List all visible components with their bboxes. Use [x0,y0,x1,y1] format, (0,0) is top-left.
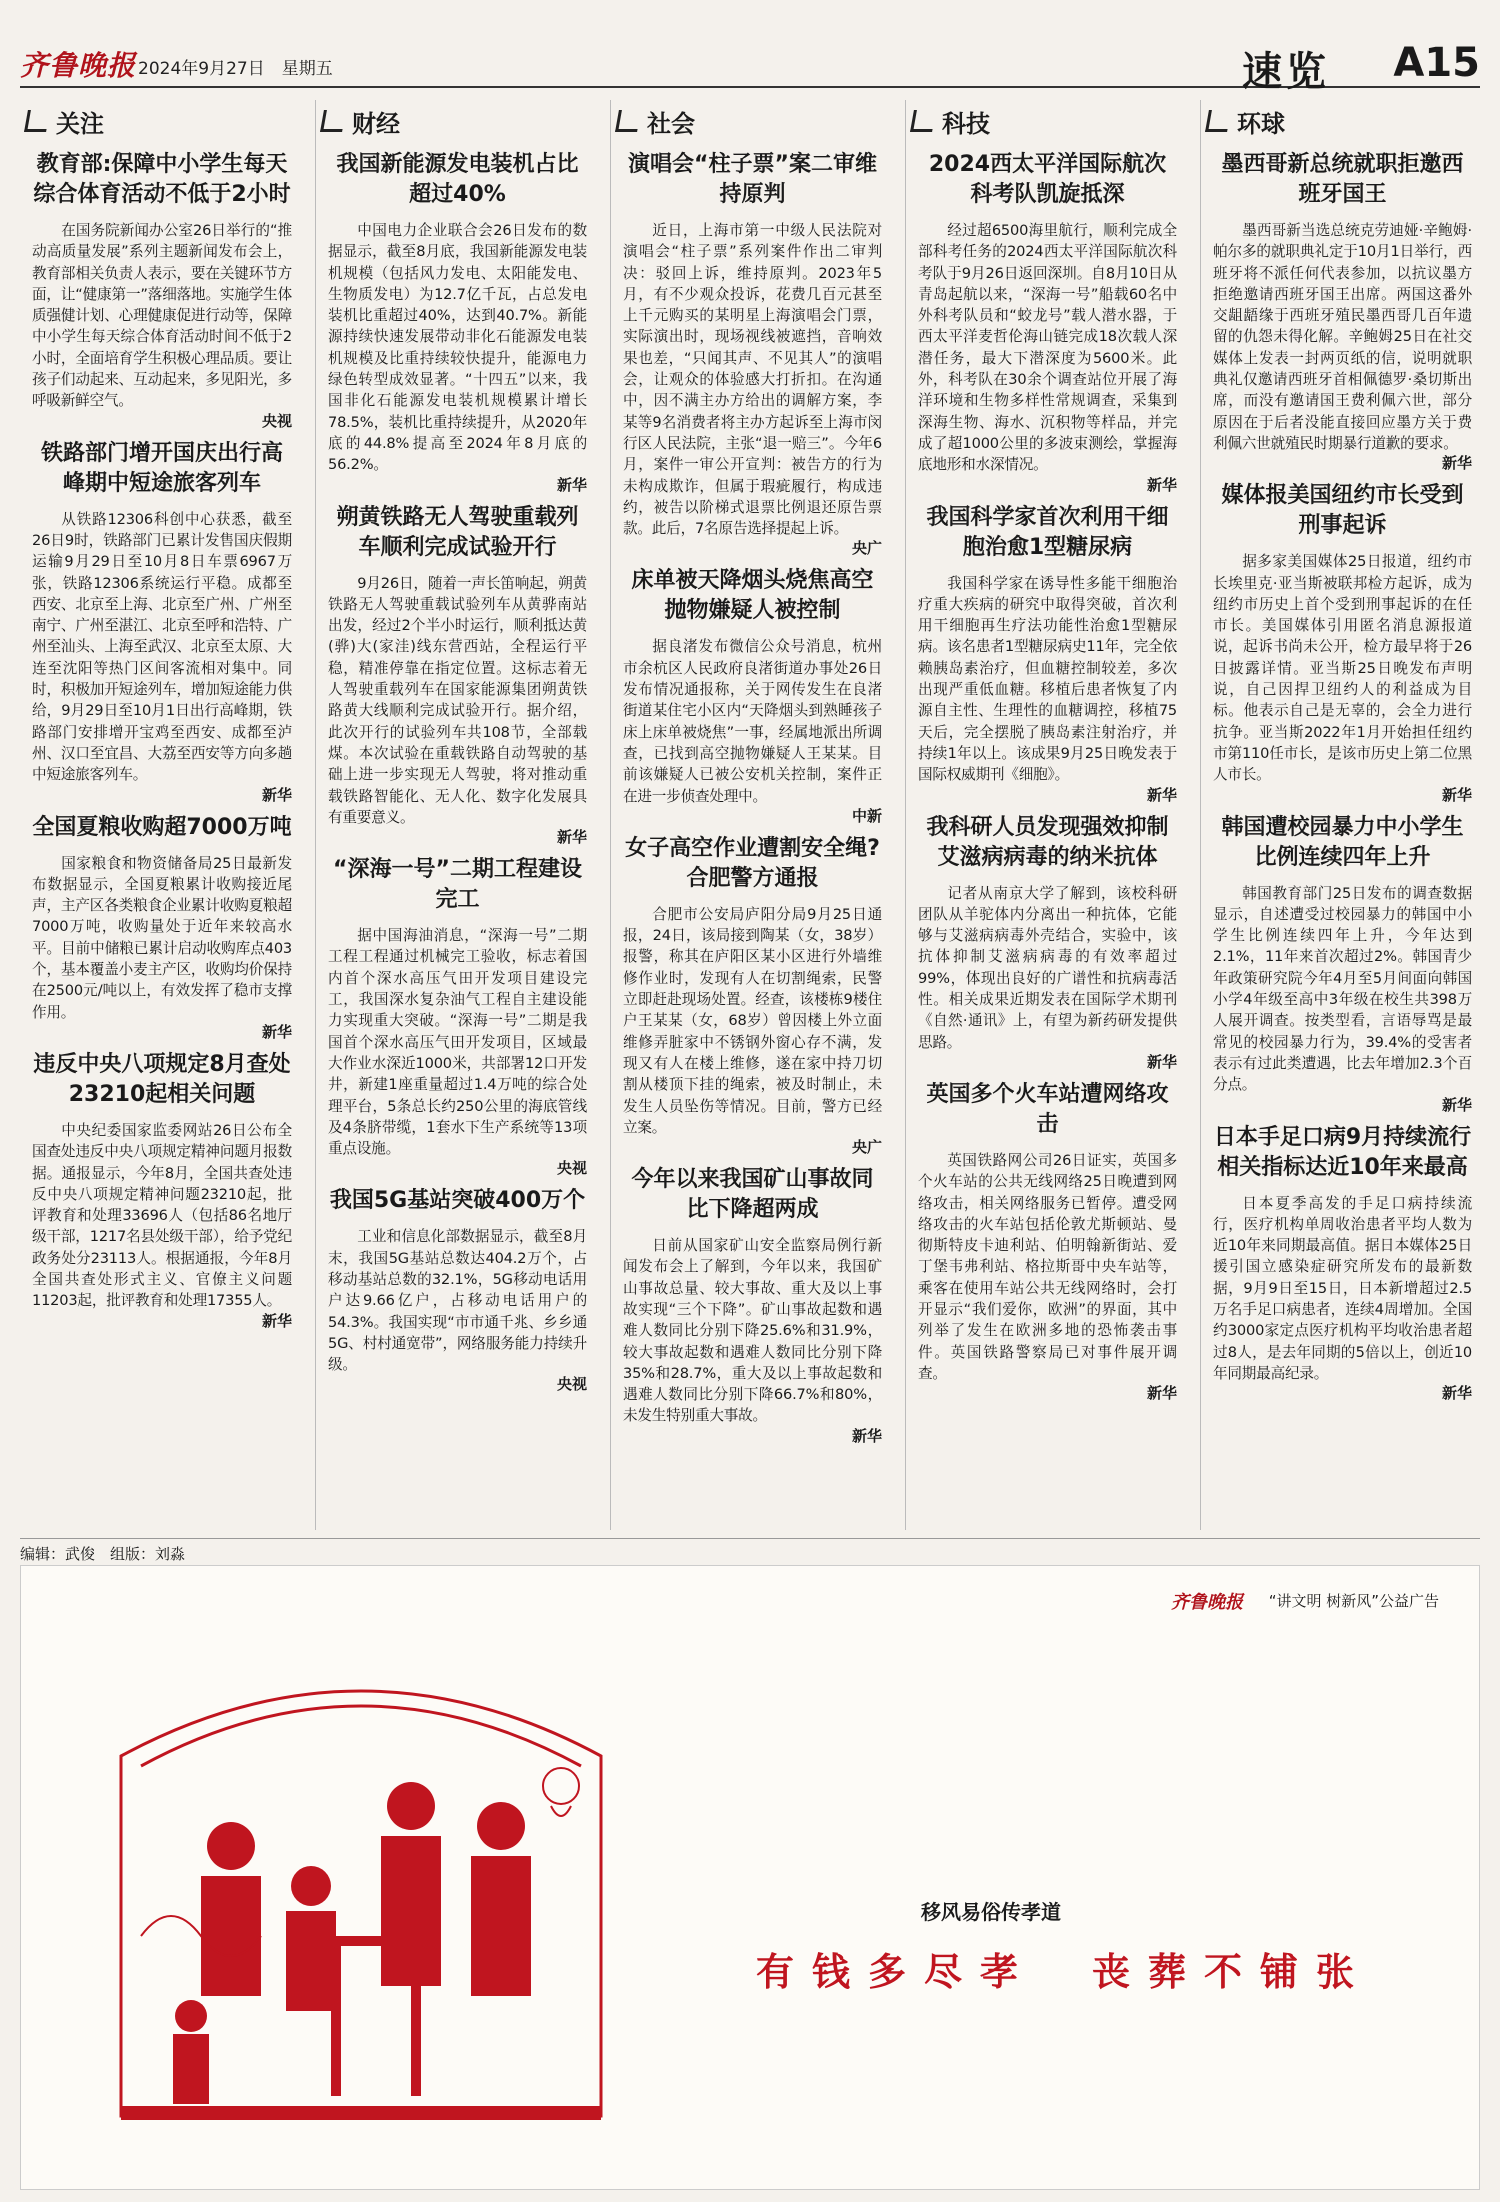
article [316,503,595,848]
article-title: 铁路部门增开国庆出行高峰期中短途旅客列车 [40,440,283,496]
article-source: 新华 [1146,475,1177,494]
article-body: 墨西哥新当选总统克劳迪娅·辛鲍姆·帕尔多的就职典礼定于10月1日举行，西班牙将不派任何代表参加，以抗议墨方拒绝邀请西班牙国王出席。两国这番外交龃龉缘于西班牙殖民墨西哥几百年遗留的仇怨未得化解。辛鲍姆25日在社交媒体上发表一封两页纸的信，说明就职典礼仅邀请西班牙首相佩德罗·桑切斯出席，而没有邀请国王费利佩六世，部分原因在于后者没能直接回应墨方关于费利佩六世就殖民时期暴行道歉的要求。 [1213,222,1472,452]
article-source: 新华 [261,1311,292,1330]
article-source: 央视 [556,1375,587,1394]
article-source: 中新 [851,806,882,825]
article-body: 韩国教育部门25日发布的调查数据显示，自述遭受过校园暴力的韩国中小学生比例连续四年上升，今年达到2.1%，11年来首次超过2%。韩国青少年政策研究院今年4月至5月间面向韩国小学4年级至高中3年级在校生共398万人展开调查。按类型看，言语辱骂是最常见的校园暴力行为，39.4%的受害者表示有过此类遭遇，比去年增加2.3个百分点。 [1213,884,1472,1094]
article-source: 新华 [261,1022,292,1041]
column-header [906,100,1185,142]
publication-date: 2024年9月27日 星期五 [138,59,333,79]
article [906,1080,1185,1403]
article-title: 我国5G基站突破400万个 [329,1188,586,1214]
article [1201,1123,1480,1404]
article-body: 工业和信息化部数据显示，截至8月末，我国5G基站总数达404.2万个，占移动基站总数的32.1%，5G移动电话用户达9.66亿户，占移动电话用户的54.3%。我国实现“市市通千兆、乡乡通5G、村村通宽带”，网络服务能力持续升级。 [328,1228,587,1374]
article-title: 教育部:保障中小学生每天综合体育活动不低于2小时 [33,152,291,207]
article [1201,150,1480,473]
article-title: 床单被天降烟头烧焦高空抛物嫌疑人被控制 [631,568,874,624]
article-source: 新华 [1146,1052,1177,1071]
section-title: 速览 [1242,49,1330,95]
article-title: 我国新能源发电装机占比超过40% [336,152,579,207]
article [316,1186,595,1394]
article-body: 日本夏季高发的手足口病持续流行，医疗机构单周收治患者平均人数为近10年来同期最高值。据日本媒体25日援引国立感染症研究所发布的最新数据，9月9日至15日，日本新增超过2.5万名手足口病患者，连续4周增加。全国约3000家定点医疗机构平均收治患者超过8人，是去年同期的5倍以上，创近10年同期最高纪录。 [1213,1194,1472,1382]
article-source: 央广 [851,539,882,558]
article-title: 违反中央八项规定8月查处23210起相关问题 [33,1051,291,1107]
article-body: 从铁路12306科创中心获悉，截至26日9时，铁路部门已累计发售国庆假期运输9月29日至10月8日车票6967万张，铁路12306系统运行平稳。成都至西安、北京至上海、北京至广州、广州至南宁、广州至湛江、北京至呼和浩特、广州至汕头、上海至武汉、北京至太原、大连至沈阳等热门区间客流相对集中。同时，积极加开短途列车，增加短途能力供给，9月29日至10月1日出行高峰期，铁路部门安排增开宝鸡至西安、成都至泸州、汉口至宜昌、大荔至西安等方向多趟中短途旅客列车。 [32,510,292,784]
article-body: 在国务院新闻办公室26日举行的“推动高质量发展”系列主题新闻发布会上，教育部相关负责人表示，要在关键环节方面，让“健康第一”落细落地。实施学生体质强健计划、心理健康促进行动等，保障中小学生每天综合体育活动时间不低于2小时，全面培育学生积极心理品质。要让孩子们动起来、互动起来，多见阳光，多呼吸新鲜空气。 [32,222,292,410]
article [316,855,595,1178]
article-title: 朔黄铁路无人驾驶重载列车顺利完成试验开行 [336,504,579,560]
article-body: 中央纪委国家监委网站26日公布全国查处违反中央八项规定精神问题月报数据。通报显示，今年8月，全国共查处违反中央八项规定精神问题23210起，批评教育和处理33696人（包括86名地厅级干部，1217名县处级干部），给予党纪政务处分23113人。根据通报，今年8月全国共查处形式主义、官僚主义问题11203起，批评教育和处理17355人。 [32,1121,292,1310]
article-source: 新华 [1146,785,1177,804]
article-source: 新华 [556,828,587,847]
ad-tagline: “讲文明 树新风”公益广告 [1268,1592,1439,1610]
article-source: 新华 [1441,1095,1472,1114]
article-source: 新华 [1441,454,1472,473]
article [906,813,1185,1072]
article-body: 近日，上海市第一中级人民法院对演唱会“柱子票”系列案件作出二审判决：驳回上诉，维持原判。2023年5月，有不少观众投诉，花费几百元甚至上千元购买的某明星上海演唱会门票，实际演出时，现场视线被遮挡，音响效果也差，“只闻其声、不见其人”的演唱会，让观众的体验感大打折扣。在沟通中，因不满主办方给出的调解方案，李某等9名消费者将主办方起诉至上海市闵行区人民法院，主张“退一赔三”。今年6月，案件一审公开宣判：被告方的行为未构成欺诈，但属于瑕疵履行，构成违约，被告以阶梯式退票比例退还原告票款。此后，7名原告选择提起上诉。 [623,222,882,538]
article [20,1050,300,1331]
article [906,150,1185,495]
article-title: 我科研人员发现强效抑制艾滋病病毒的纳米抗体 [926,814,1169,870]
corner-mark-icon [320,110,346,132]
article [906,503,1185,805]
masthead [20,8,1480,95]
papercut-family-illustration [81,1636,641,2136]
ad-brand-logo: 齐鲁晚报 [1171,1592,1243,1613]
column-tech [905,100,1185,1530]
column-society [610,100,890,1530]
article-title: 英国多个火车站遭网络攻击 [926,1081,1169,1137]
column-header [316,100,595,142]
article-body: 日前从国家矿山安全监察局例行新闻发布会上了解到，今年以来，我国矿山事故总量、较大事故、重大及以上事故实现“三个下降”。矿山事故起数和遇难人数同比分别下降25.6%和31.9%，较大事故起数和遇难人数同比分别下降35%和28.7%，重大及以上事故起数和遇难人数同比分别下降66.7%和80%，未发生特别重大事故。 [623,1237,882,1425]
article-source: 央视 [556,1159,587,1178]
corner-mark-icon [1205,110,1231,132]
article-body: 据多家美国媒体25日报道，纽约市长埃里克·亚当斯被联邦检方起诉，成为纽约市历史上首个受到刑事起诉的在任市长。美国媒体引用匿名消息源报道说，起诉书尚未公开，检方最早将于26日披露详情。亚当斯25日晚发布声明说，自己因捍卫纽约人的利益成为目标。他表示自己是无辜的，会全力进行抗争。亚当斯2022年1月开始担任纽约市第110任市长，是该市历史上第二位黑人市长。 [1213,553,1472,784]
article [20,150,300,431]
column-header [1201,100,1480,142]
article-title: 媒体报美国纽约市长受到刑事起诉 [1221,483,1464,539]
article-source: 新华 [1441,785,1472,804]
column-header-label: 财经 [352,109,400,138]
article-title: 2024西太平洋国际航次科考队凯旋抵深 [928,152,1167,207]
article-body: 我国科学家在诱导性多能干细胞治疗重大疾病的研究中取得突破，首次利用干细胞再生疗法功能性治愈1型糖尿病。该名患者1型糖尿病史11年，完全依赖胰岛素治疗，但血糖控制较差，多次出现严重低血糖。移植后患者恢复了内源自主性、生理性的血糖调控，移植75天后，完全摆脱了胰岛素注射治疗，并持续1年以上。该成果9月25日晚发表于国际权威期刊《细胞》。 [918,574,1177,784]
article-body: 经过超6500海里航行，顺利完成全部科考任务的2024西太平洋国际航次科考队于9月26日返回深圳。自8月10日从青岛起航以来，“深海一号”船载60名中外科考队员和“蛟龙号”载人潜水器，于西太平洋麦哲伦海山链完成18次载人深潜任务，最大下潜深度为5600米。此外，科考队在30余个调查站位开展了海洋环境和生物多样性常规调查，采集到深海生物、海水、沉积物等样品，并完成了超1000公里的多波束测绘，掌握海底地形和水深情况。 [918,222,1177,474]
public-service-ad [20,1565,1480,2190]
column-header [20,100,300,142]
article-body: 中国电力企业联合会26日发布的数据显示，截至8月底，我国新能源发电装机规模（包括风力发电、太阳能发电、生物质发电）为12.7亿千瓦，占总发电装机比重超过40%，达到40.7%。新能源持续快速发展带动非化石能源发电装机规模及比重持续较快提升，能源电力绿色转型成效显著。“十四五”以来，我国非化石能源发电装机规模累计增长78.5%，装机比重持续提升，从2020年底的44.8%提高至2024年8月底的56.2%。 [328,222,587,474]
article-body: 记者从南京大学了解到，该校科研团队从羊驼体内分离出一种抗体，它能够与艾滋病病毒外壳结合，实验中，该抗体抑制艾滋病病毒的有效率超过99%，体现出良好的广谱性和抗病毒活性。相关成果近期发表在国际学术期刊《自然·通讯》上，有望为新药研发提供思路。 [918,884,1177,1051]
editor-credit: 编辑：武俊 组版：刘淼 [20,1538,1480,1564]
article-body: 据良渚发布微信公众号消息，杭州市余杭区人民政府良渚街道办事处26日发布情况通报称，关于网传发生在良渚街道某住宅小区内“天降烟头到熟睡孩子床上床单被烧焦”一事，经属地派出所调查，已找到高空抛物嫌疑人王某某。目前该嫌疑人已被公安机关控制，案件正在进一步侦查处理中。 [623,638,882,805]
article-body: 据中国海油消息，“深海一号”二期工程工程通过机械完工验收，标志着国内首个深水高压气田开发项目建设完工，我国深水复杂油气工程自主建设能力实现重大突破。“深海一号”二期是我国首个深水高压气田开发项目，区域最大作业水深近1000米，共部署12口开发井，新建1座重量超过1.4万吨的综合处理平台，5条总长约250公里的海底管线及4条脐带缆，1套水下生产系统等13项重点设施。 [328,927,587,1158]
corner-mark-icon [24,110,50,132]
column-header-label: 关注 [56,109,104,138]
news-columns [20,100,1480,1530]
article-title: 女子高空作业遭割安全绳?合肥警方通报 [625,835,880,891]
newspaper-logo: 齐鲁晚报 [20,49,137,82]
article [20,439,300,805]
corner-mark-icon [910,110,936,132]
article-source: 新华 [556,475,587,494]
article-title: “深海一号”二期工程建设完工 [333,857,582,913]
article-title: 演唱会“柱子票”案二审维持原判 [628,152,877,207]
article-body: 9月26日，随着一声长笛响起，朔黄铁路无人驾驶重载试验列车从黄骅南站出发，经过2个半小时运行，顺利抵达黄(骅)大(家洼)线东营西站，全程运行平稳，精准停靠在指定位置。这标志着无人驾驶重载列车在国家能源集团朔黄铁路黄大线顺利完成试验开行。据介绍，此次开行的试验列车共108节，全部载煤。本次试验在重载铁路自动驾驶的基础上进一步实现无人驾驶，将对推动重载铁路智能化、无人化、数字化发展具有重要意义。 [328,574,587,826]
article-source: 央广 [851,1138,882,1157]
article-title: 墨西哥新总统就职拒邀西班牙国王 [1221,152,1464,207]
corner-mark-icon [615,110,641,132]
column-header-label: 科技 [942,109,990,138]
ad-slogan: 有钱多尽孝 丧葬不铺张 [756,1949,1373,1994]
article-source: 新华 [851,1426,882,1445]
column-finance [315,100,595,1530]
article [316,150,595,495]
article [611,150,890,558]
article-title: 韩国遭校园暴力中小学生比例连续四年上升 [1221,814,1464,870]
column-header-label: 环球 [1237,109,1285,138]
ad-subtitle: 移风易俗传孝道 [921,1900,1061,1924]
article-body: 国家粮食和物资储备局25日最新发布数据显示，全国夏粮累计收购接近尾声，主产区各类粮食企业累计收购夏粮超7000万吨，收购量处于近年来较高水平。目前中储粮已累计启动收购库点403个，基本覆盖小麦主产区，收购均价保持在2500元/吨以上，有效发挥了稳市支撑作用。 [32,854,292,1021]
article-title: 我国科学家首次利用干细胞治愈1型糖尿病 [926,504,1169,560]
column-focus [20,100,300,1530]
column-header-label: 社会 [647,109,695,138]
article-title: 日本手足口病9月持续流行相关指标达近10年来最高 [1213,1124,1472,1180]
column-world [1200,100,1480,1530]
article-title: 全国夏粮收购超7000万吨 [32,814,292,840]
article-source: 新华 [1146,1384,1177,1403]
article-body: 英国铁路网公司26日证实，英国多个火车站的公共无线网络25日晚遭到网络攻击，相关网络服务已暂停。遭受网络攻击的火车站包括伦敦尤斯顿站、曼彻斯特皮卡迪利站、伯明翰新街站、爱丁堡韦弗利站、格拉斯哥中央车站等，乘客在使用车站公共无线网络时，会打开显示“我们爱你，欧洲”的界面，其中列举了发生在欧洲多地的恐怖袭击事件。英国铁路警察局已对事件展开调查。 [918,1151,1177,1382]
article-source: 新华 [1441,1384,1472,1403]
article-source: 新华 [261,785,292,804]
article [1201,813,1480,1115]
article [611,834,890,1157]
column-header [611,100,890,142]
article-title: 今年以来我国矿山事故同比下降超两成 [631,1167,874,1223]
article-body: 合肥市公安局庐阳分局9月25日通报，24日，该局接到陶某（女，38岁）报警，称其在庐阳区某小区进行外墙维修作业时，发现有人在切割绳索，民警立即赶赴现场处置。经查，该楼栋9楼住户王某某（女，68岁）曾因楼上外立面维修弄脏家中不锈钢外窗心存不满，发现又有人在楼上维修，遂在家中持刀切割从楼顶下挂的绳索，被及时制止，未发生人员坠伤等情况。目前，警方已经立案。 [623,905,882,1136]
article [20,813,300,1042]
page-number: A15 [1393,40,1480,86]
article [611,566,890,825]
article-source: 央视 [261,411,292,430]
article [611,1165,890,1446]
article [1201,481,1480,804]
